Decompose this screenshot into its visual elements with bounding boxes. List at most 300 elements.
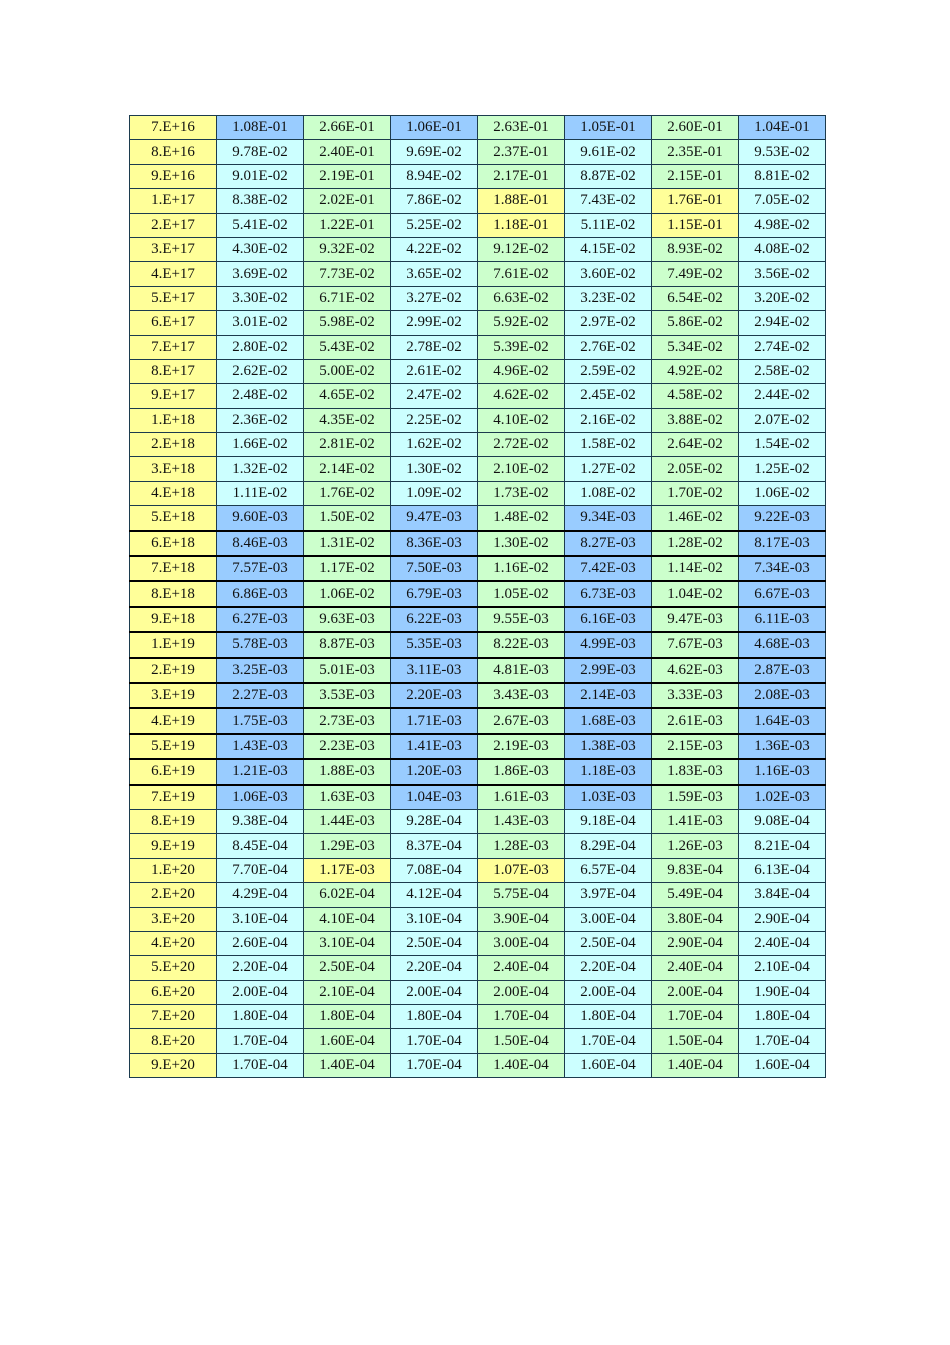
table-cell: 9.53E-02 <box>739 140 826 164</box>
table-cell: 3.25E-03 <box>217 658 304 683</box>
table-cell: 1.61E-03 <box>478 785 565 810</box>
table-cell: 2.67E-03 <box>478 708 565 733</box>
table-cell: 2.40E-01 <box>304 140 391 164</box>
row-label-cell: 6.E+19 <box>130 759 217 784</box>
table-cell: 6.73E-03 <box>565 581 652 606</box>
table-cell: 2.94E-02 <box>739 311 826 335</box>
row-label-cell: 5.E+20 <box>130 956 217 980</box>
row-label-cell: 9.E+20 <box>130 1053 217 1077</box>
table-cell: 8.87E-02 <box>565 164 652 188</box>
table-cell: 1.63E-03 <box>304 785 391 810</box>
table-cell: 1.41E-03 <box>391 734 478 759</box>
table-row <box>130 581 826 606</box>
table-cell: 2.63E-01 <box>478 116 565 140</box>
table-cell: 1.80E-04 <box>217 1005 304 1029</box>
table-cell: 1.71E-03 <box>391 708 478 733</box>
table-cell: 1.83E-03 <box>652 759 739 784</box>
table-cell: 2.37E-01 <box>478 140 565 164</box>
table-cell: 6.86E-03 <box>217 581 304 606</box>
row-label-cell: 4.E+18 <box>130 481 217 505</box>
table-cell: 1.06E-01 <box>391 116 478 140</box>
table-cell: 9.32E-02 <box>304 237 391 261</box>
table-cell: 3.90E-04 <box>478 907 565 931</box>
table-cell: 2.73E-03 <box>304 708 391 733</box>
table-cell: 1.50E-04 <box>652 1029 739 1053</box>
table-cell: 2.10E-02 <box>478 457 565 481</box>
table-cell: 1.50E-02 <box>304 506 391 531</box>
row-label-cell: 2.E+19 <box>130 658 217 683</box>
row-label-cell: 7.E+19 <box>130 785 217 810</box>
table-cell: 7.05E-02 <box>739 189 826 213</box>
table-cell: 2.90E-04 <box>652 931 739 955</box>
table-cell: 1.80E-04 <box>391 1005 478 1029</box>
table-cell: 1.76E-02 <box>304 481 391 505</box>
table-cell: 3.56E-02 <box>739 262 826 286</box>
table-cell: 9.69E-02 <box>391 140 478 164</box>
row-label-cell: 1.E+17 <box>130 189 217 213</box>
table-row <box>130 632 826 657</box>
table-cell: 2.20E-04 <box>217 956 304 980</box>
table-cell: 5.98E-02 <box>304 311 391 335</box>
table-cell: 9.63E-03 <box>304 607 391 632</box>
table-cell: 1.60E-04 <box>304 1029 391 1053</box>
table-cell: 8.87E-03 <box>304 632 391 657</box>
table-row <box>130 189 826 213</box>
table-cell: 1.90E-04 <box>739 980 826 1004</box>
table-cell: 3.01E-02 <box>217 311 304 335</box>
table-row <box>130 607 826 632</box>
table-cell: 9.34E-03 <box>565 506 652 531</box>
table-cell: 6.54E-02 <box>652 286 739 310</box>
row-label-cell: 8.E+19 <box>130 809 217 833</box>
table-cell: 5.01E-03 <box>304 658 391 683</box>
row-label-cell: 3.E+19 <box>130 683 217 708</box>
table-cell: 9.61E-02 <box>565 140 652 164</box>
table-row <box>130 286 826 310</box>
table-cell: 8.17E-03 <box>739 531 826 556</box>
table-cell: 6.71E-02 <box>304 286 391 310</box>
table-cell: 3.00E-04 <box>478 931 565 955</box>
table-cell: 1.50E-04 <box>478 1029 565 1053</box>
row-label-cell: 6.E+18 <box>130 531 217 556</box>
table-row <box>130 883 826 907</box>
table-cell: 9.28E-04 <box>391 809 478 833</box>
table-cell: 1.22E-01 <box>304 213 391 237</box>
table-cell: 1.38E-03 <box>565 734 652 759</box>
table-cell: 1.20E-03 <box>391 759 478 784</box>
table-cell: 7.67E-03 <box>652 632 739 657</box>
table-cell: 9.12E-02 <box>478 237 565 261</box>
row-label-cell: 7.E+20 <box>130 1005 217 1029</box>
table-cell: 1.70E-04 <box>391 1053 478 1077</box>
table-cell: 6.67E-03 <box>739 581 826 606</box>
table-cell: 4.10E-04 <box>304 907 391 931</box>
table-cell: 2.47E-02 <box>391 384 478 408</box>
table-row <box>130 980 826 1004</box>
table-cell: 8.38E-02 <box>217 189 304 213</box>
table-cell: 3.10E-04 <box>391 907 478 931</box>
table-cell: 2.60E-04 <box>217 931 304 955</box>
table-cell: 2.64E-02 <box>652 433 739 457</box>
table-cell: 9.01E-02 <box>217 164 304 188</box>
table-cell: 1.03E-03 <box>565 785 652 810</box>
table-cell: 1.40E-04 <box>478 1053 565 1077</box>
table-row <box>130 858 826 882</box>
table-row <box>130 506 826 531</box>
table-cell: 1.86E-03 <box>478 759 565 784</box>
table-cell: 2.97E-02 <box>565 311 652 335</box>
table-cell: 2.10E-04 <box>739 956 826 980</box>
table-cell: 1.06E-02 <box>739 481 826 505</box>
table-cell: 3.43E-03 <box>478 683 565 708</box>
table-cell: 1.04E-03 <box>391 785 478 810</box>
table-cell: 9.55E-03 <box>478 607 565 632</box>
table-cell: 1.68E-03 <box>565 708 652 733</box>
table-row <box>130 164 826 188</box>
row-label-cell: 9.E+17 <box>130 384 217 408</box>
table-cell: 2.25E-02 <box>391 408 478 432</box>
table-row <box>130 335 826 359</box>
table-cell: 4.96E-02 <box>478 359 565 383</box>
table-cell: 1.60E-04 <box>739 1053 826 1077</box>
table-cell: 7.57E-03 <box>217 556 304 581</box>
table-row <box>130 956 826 980</box>
table-row <box>130 213 826 237</box>
table-cell: 1.76E-01 <box>652 189 739 213</box>
table-cell: 3.60E-02 <box>565 262 652 286</box>
table-cell: 1.32E-02 <box>217 457 304 481</box>
table-cell: 1.18E-01 <box>478 213 565 237</box>
table-cell: 1.43E-03 <box>478 809 565 833</box>
table-cell: 1.64E-03 <box>739 708 826 733</box>
table-cell: 1.08E-01 <box>217 116 304 140</box>
table-row <box>130 1005 826 1029</box>
table-cell: 7.34E-03 <box>739 556 826 581</box>
table-cell: 2.50E-04 <box>391 931 478 955</box>
table-cell: 2.40E-04 <box>478 956 565 980</box>
row-label-cell: 9.E+18 <box>130 607 217 632</box>
table-cell: 7.50E-03 <box>391 556 478 581</box>
table-cell: 4.30E-02 <box>217 237 304 261</box>
table-cell: 4.65E-02 <box>304 384 391 408</box>
table-cell: 3.80E-04 <box>652 907 739 931</box>
table-cell: 4.22E-02 <box>391 237 478 261</box>
table-cell: 2.10E-04 <box>304 980 391 1004</box>
table-cell: 6.27E-03 <box>217 607 304 632</box>
table-cell: 2.20E-03 <box>391 683 478 708</box>
table-cell: 2.16E-02 <box>565 408 652 432</box>
table-cell: 2.99E-03 <box>565 658 652 683</box>
table-cell: 1.70E-04 <box>565 1029 652 1053</box>
table-row <box>130 708 826 733</box>
table-cell: 6.13E-04 <box>739 858 826 882</box>
table-cell: 1.70E-04 <box>391 1029 478 1053</box>
row-label-cell: 9.E+19 <box>130 834 217 858</box>
table-cell: 2.14E-02 <box>304 457 391 481</box>
table-cell: 2.08E-03 <box>739 683 826 708</box>
table-cell: 7.70E-04 <box>217 858 304 882</box>
table-cell: 4.62E-03 <box>652 658 739 683</box>
table-cell: 2.61E-02 <box>391 359 478 383</box>
table-cell: 8.22E-03 <box>478 632 565 657</box>
table-cell: 3.53E-03 <box>304 683 391 708</box>
data-table <box>129 115 826 1078</box>
row-label-cell: 2.E+18 <box>130 433 217 457</box>
table-cell: 1.08E-02 <box>565 481 652 505</box>
table-cell: 1.70E-04 <box>217 1029 304 1053</box>
row-label-cell: 8.E+20 <box>130 1029 217 1053</box>
table-cell: 2.99E-02 <box>391 311 478 335</box>
row-label-cell: 5.E+18 <box>130 506 217 531</box>
table-cell: 7.61E-02 <box>478 262 565 286</box>
table-cell: 2.59E-02 <box>565 359 652 383</box>
table-cell: 1.80E-04 <box>739 1005 826 1029</box>
table-cell: 9.38E-04 <box>217 809 304 833</box>
table-cell: 1.59E-03 <box>652 785 739 810</box>
table-cell: 9.18E-04 <box>565 809 652 833</box>
table-cell: 2.36E-02 <box>217 408 304 432</box>
row-label-cell: 4.E+19 <box>130 708 217 733</box>
table-row <box>130 433 826 457</box>
table-row <box>130 1029 826 1053</box>
table-cell: 1.41E-03 <box>652 809 739 833</box>
table-cell: 5.25E-02 <box>391 213 478 237</box>
table-cell: 3.33E-03 <box>652 683 739 708</box>
table-row <box>130 809 826 833</box>
row-label-cell: 6.E+17 <box>130 311 217 335</box>
table-cell: 8.29E-04 <box>565 834 652 858</box>
table-cell: 2.23E-03 <box>304 734 391 759</box>
table-cell: 2.15E-01 <box>652 164 739 188</box>
table-row <box>130 140 826 164</box>
table-cell: 1.40E-04 <box>304 1053 391 1077</box>
table-cell: 2.87E-03 <box>739 658 826 683</box>
table-cell: 9.08E-04 <box>739 809 826 833</box>
row-label-cell: 6.E+20 <box>130 980 217 1004</box>
table-cell: 2.74E-02 <box>739 335 826 359</box>
table-cell: 1.43E-03 <box>217 734 304 759</box>
table-row <box>130 408 826 432</box>
row-label-cell: 9.E+16 <box>130 164 217 188</box>
table-cell: 2.50E-04 <box>565 931 652 955</box>
table-cell: 2.76E-02 <box>565 335 652 359</box>
table-cell: 1.70E-04 <box>652 1005 739 1029</box>
table-cell: 1.62E-02 <box>391 433 478 457</box>
table-cell: 1.80E-04 <box>304 1005 391 1029</box>
table-cell: 1.36E-03 <box>739 734 826 759</box>
table-cell: 1.80E-04 <box>565 1005 652 1029</box>
table-cell: 1.30E-02 <box>478 531 565 556</box>
table-cell: 1.06E-03 <box>217 785 304 810</box>
table-cell: 3.69E-02 <box>217 262 304 286</box>
table-cell: 1.15E-01 <box>652 213 739 237</box>
table-cell: 4.29E-04 <box>217 883 304 907</box>
table-cell: 1.28E-03 <box>478 834 565 858</box>
table-cell: 5.43E-02 <box>304 335 391 359</box>
data-table-body <box>130 116 826 1078</box>
table-cell: 1.06E-02 <box>304 581 391 606</box>
table-cell: 2.40E-04 <box>739 931 826 955</box>
table-row <box>130 907 826 931</box>
row-label-cell: 7.E+17 <box>130 335 217 359</box>
table-cell: 4.62E-02 <box>478 384 565 408</box>
table-cell: 1.05E-01 <box>565 116 652 140</box>
table-cell: 5.86E-02 <box>652 311 739 335</box>
table-cell: 5.78E-03 <box>217 632 304 657</box>
table-cell: 3.10E-04 <box>304 931 391 955</box>
row-label-cell: 2.E+20 <box>130 883 217 907</box>
table-cell: 2.80E-02 <box>217 335 304 359</box>
table-cell: 4.98E-02 <box>739 213 826 237</box>
table-cell: 3.00E-04 <box>565 907 652 931</box>
table-cell: 5.75E-04 <box>478 883 565 907</box>
table-cell: 2.58E-02 <box>739 359 826 383</box>
table-row <box>130 834 826 858</box>
table-cell: 2.40E-04 <box>652 956 739 980</box>
table-cell: 1.48E-02 <box>478 506 565 531</box>
table-cell: 1.17E-02 <box>304 556 391 581</box>
table-row <box>130 457 826 481</box>
table-cell: 1.70E-04 <box>739 1029 826 1053</box>
table-cell: 5.35E-03 <box>391 632 478 657</box>
table-cell: 2.72E-02 <box>478 433 565 457</box>
table-row <box>130 556 826 581</box>
table-cell: 1.31E-02 <box>304 531 391 556</box>
table-row <box>130 931 826 955</box>
table-cell: 5.39E-02 <box>478 335 565 359</box>
table-cell: 5.11E-02 <box>565 213 652 237</box>
table-cell: 6.22E-03 <box>391 607 478 632</box>
table-cell: 3.65E-02 <box>391 262 478 286</box>
table-cell: 2.50E-04 <box>304 956 391 980</box>
table-cell: 7.49E-02 <box>652 262 739 286</box>
table-cell: 3.27E-02 <box>391 286 478 310</box>
table-cell: 1.30E-02 <box>391 457 478 481</box>
table-cell: 1.88E-01 <box>478 189 565 213</box>
table-cell: 1.11E-02 <box>217 481 304 505</box>
table-cell: 8.45E-04 <box>217 834 304 858</box>
table-row <box>130 116 826 140</box>
table-row <box>130 531 826 556</box>
table-cell: 9.83E-04 <box>652 858 739 882</box>
table-cell: 1.46E-02 <box>652 506 739 531</box>
row-label-cell: 2.E+17 <box>130 213 217 237</box>
table-cell: 3.30E-02 <box>217 286 304 310</box>
table-cell: 2.19E-01 <box>304 164 391 188</box>
table-cell: 2.81E-02 <box>304 433 391 457</box>
table-cell: 2.20E-04 <box>565 956 652 980</box>
row-label-cell: 1.E+18 <box>130 408 217 432</box>
table-cell: 2.02E-01 <box>304 189 391 213</box>
row-label-cell: 7.E+18 <box>130 556 217 581</box>
table-cell: 9.47E-03 <box>391 506 478 531</box>
table-cell: 8.94E-02 <box>391 164 478 188</box>
table-cell: 2.66E-01 <box>304 116 391 140</box>
table-cell: 1.70E-02 <box>652 481 739 505</box>
table-cell: 2.27E-03 <box>217 683 304 708</box>
table-row <box>130 658 826 683</box>
table-cell: 4.68E-03 <box>739 632 826 657</box>
table-cell: 1.70E-04 <box>217 1053 304 1077</box>
table-cell: 7.08E-04 <box>391 858 478 882</box>
table-row <box>130 311 826 335</box>
table-cell: 8.81E-02 <box>739 164 826 188</box>
table-cell: 1.58E-02 <box>565 433 652 457</box>
table-cell: 1.73E-02 <box>478 481 565 505</box>
row-label-cell: 5.E+19 <box>130 734 217 759</box>
table-row <box>130 262 826 286</box>
table-cell: 1.60E-04 <box>565 1053 652 1077</box>
table-cell: 8.37E-04 <box>391 834 478 858</box>
table-cell: 9.60E-03 <box>217 506 304 531</box>
table-cell: 1.05E-02 <box>478 581 565 606</box>
table-cell: 2.61E-03 <box>652 708 739 733</box>
table-cell: 4.58E-02 <box>652 384 739 408</box>
table-cell: 1.44E-03 <box>304 809 391 833</box>
table-cell: 6.57E-04 <box>565 858 652 882</box>
table-cell: 6.79E-03 <box>391 581 478 606</box>
table-cell: 2.15E-03 <box>652 734 739 759</box>
table-cell: 1.18E-03 <box>565 759 652 784</box>
table-cell: 1.25E-02 <box>739 457 826 481</box>
table-row <box>130 734 826 759</box>
row-label-cell: 8.E+16 <box>130 140 217 164</box>
row-label-cell: 7.E+16 <box>130 116 217 140</box>
table-cell: 3.10E-04 <box>217 907 304 931</box>
table-cell: 5.92E-02 <box>478 311 565 335</box>
table-cell: 6.63E-02 <box>478 286 565 310</box>
row-label-cell: 1.E+19 <box>130 632 217 657</box>
table-cell: 1.21E-03 <box>217 759 304 784</box>
table-cell: 2.07E-02 <box>739 408 826 432</box>
table-cell: 4.10E-02 <box>478 408 565 432</box>
data-table-container <box>129 115 826 1078</box>
table-cell: 2.48E-02 <box>217 384 304 408</box>
table-cell: 8.21E-04 <box>739 834 826 858</box>
table-cell: 2.60E-01 <box>652 116 739 140</box>
table-cell: 2.00E-04 <box>217 980 304 1004</box>
table-cell: 2.00E-04 <box>565 980 652 1004</box>
table-cell: 9.78E-02 <box>217 140 304 164</box>
row-label-cell: 3.E+18 <box>130 457 217 481</box>
table-cell: 1.04E-01 <box>739 116 826 140</box>
table-row <box>130 237 826 261</box>
table-cell: 3.20E-02 <box>739 286 826 310</box>
table-cell: 3.88E-02 <box>652 408 739 432</box>
table-cell: 1.66E-02 <box>217 433 304 457</box>
table-cell: 3.23E-02 <box>565 286 652 310</box>
table-cell: 4.81E-03 <box>478 658 565 683</box>
row-label-cell: 1.E+20 <box>130 858 217 882</box>
table-cell: 1.40E-04 <box>652 1053 739 1077</box>
table-cell: 3.84E-04 <box>739 883 826 907</box>
table-cell: 2.00E-04 <box>391 980 478 1004</box>
row-label-cell: 3.E+17 <box>130 237 217 261</box>
table-cell: 2.19E-03 <box>478 734 565 759</box>
table-cell: 1.16E-03 <box>739 759 826 784</box>
table-cell: 5.41E-02 <box>217 213 304 237</box>
table-cell: 2.78E-02 <box>391 335 478 359</box>
table-cell: 5.34E-02 <box>652 335 739 359</box>
table-cell: 1.16E-02 <box>478 556 565 581</box>
table-cell: 7.73E-02 <box>304 262 391 286</box>
table-cell: 5.00E-02 <box>304 359 391 383</box>
table-cell: 4.99E-03 <box>565 632 652 657</box>
table-cell: 2.62E-02 <box>217 359 304 383</box>
row-label-cell: 4.E+20 <box>130 931 217 955</box>
table-cell: 2.90E-04 <box>739 907 826 931</box>
table-cell: 3.11E-03 <box>391 658 478 683</box>
